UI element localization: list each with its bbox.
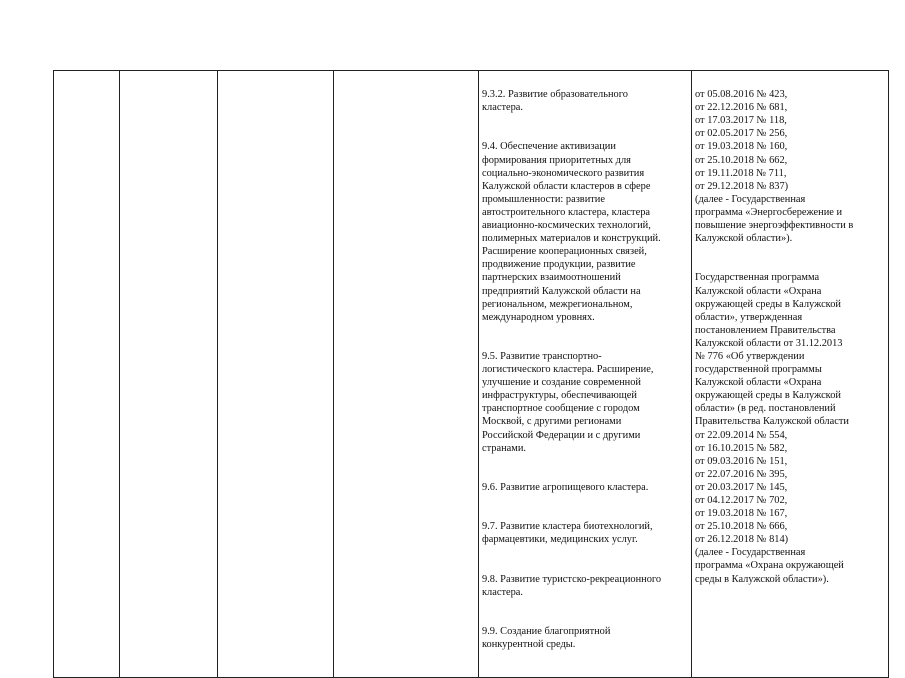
document-table <box>53 70 889 678</box>
empty-cell-2 <box>120 71 218 678</box>
act-energy-program: от 05.08.2016 № 423, от 22.12.2016 № 681, от 17.03.2017 № 118, от 02.05.2017 № 256, от 19.03.2018 № 160, от 25.10.2018 № 662, от 19.11.2018 № 711, от 29.12.2018 № 837) (далее - Государственная программа «Энергосбережение и повышение энергоэффективности в Калужской области»). <box>695 89 854 245</box>
task-9-6: 9.6. Развитие агропищевого кластера. <box>482 481 649 493</box>
task-9-7: 9.7. Развитие кластера биотехнологий, фармацевтики, медицинских услуг. <box>482 521 653 546</box>
act-environment-program: Государственная программа Калужской области «Охрана окружающей среды в Калужской области», утвержденная постановлением Правительства Калужской области от 31.12.2013 № 776 «Об утверждении государственной программы Калужской области «Охрана окружающей среды в Калужской области» (в ред. постановлений Правительства Калужской области от 22.09.2014 № 554, от 16.10.2015 № 582, от 09.03.2016 № 151, от 22.07.2016 № 395, от 20.03.2017 № 145, от 04.12.2017 № 702, от 19.03.2018 № 167, от 25.10.2018 № 666, от 26.12.2018 № 814) (далее - Государственная программа «Охрана окружающей среды в Калужской области»). <box>695 272 849 585</box>
task-9-4: 9.4. Обеспечение активизации формирования приоритетных для социально-экономического развития Калужской области кластеров в сфере промышленности: развитие автостроительного кластера, кластера авиационно-космических технологий, полимерных материалов и конструкций. Расширение кооперационных связей, продвижение продукции, развитие партнерских взаимоотношений предприятий Калужской области на региональном, межрегиональном, международном уровнях. <box>482 141 661 323</box>
acts-list <box>692 71 888 612</box>
tasks-list <box>479 71 691 677</box>
task-9-9: 9.9. Создание благоприятной конкурентной среды. <box>482 625 611 651</box>
acts-cell <box>692 71 889 678</box>
task-9-8: 9.8. Развитие туристско-рекреационного кластера. <box>482 573 662 598</box>
tasks-cell <box>479 71 692 678</box>
empty-cell-1 <box>54 71 120 678</box>
task-9-5: 9.5. Развитие транспортно- логистического кластера. Расширение, улучшение и создание современной инфраструктуры, обеспечивающей транспортное сообщение с городом Москвой, с другими регионами Российской Федерации и с другими странами. <box>482 350 654 454</box>
task-9-3-2: 9.3.2. Развитие образовательного кластера. <box>482 89 628 114</box>
empty-cell-3 <box>218 71 334 678</box>
empty-cell-4 <box>334 71 479 678</box>
table-row <box>54 71 889 678</box>
